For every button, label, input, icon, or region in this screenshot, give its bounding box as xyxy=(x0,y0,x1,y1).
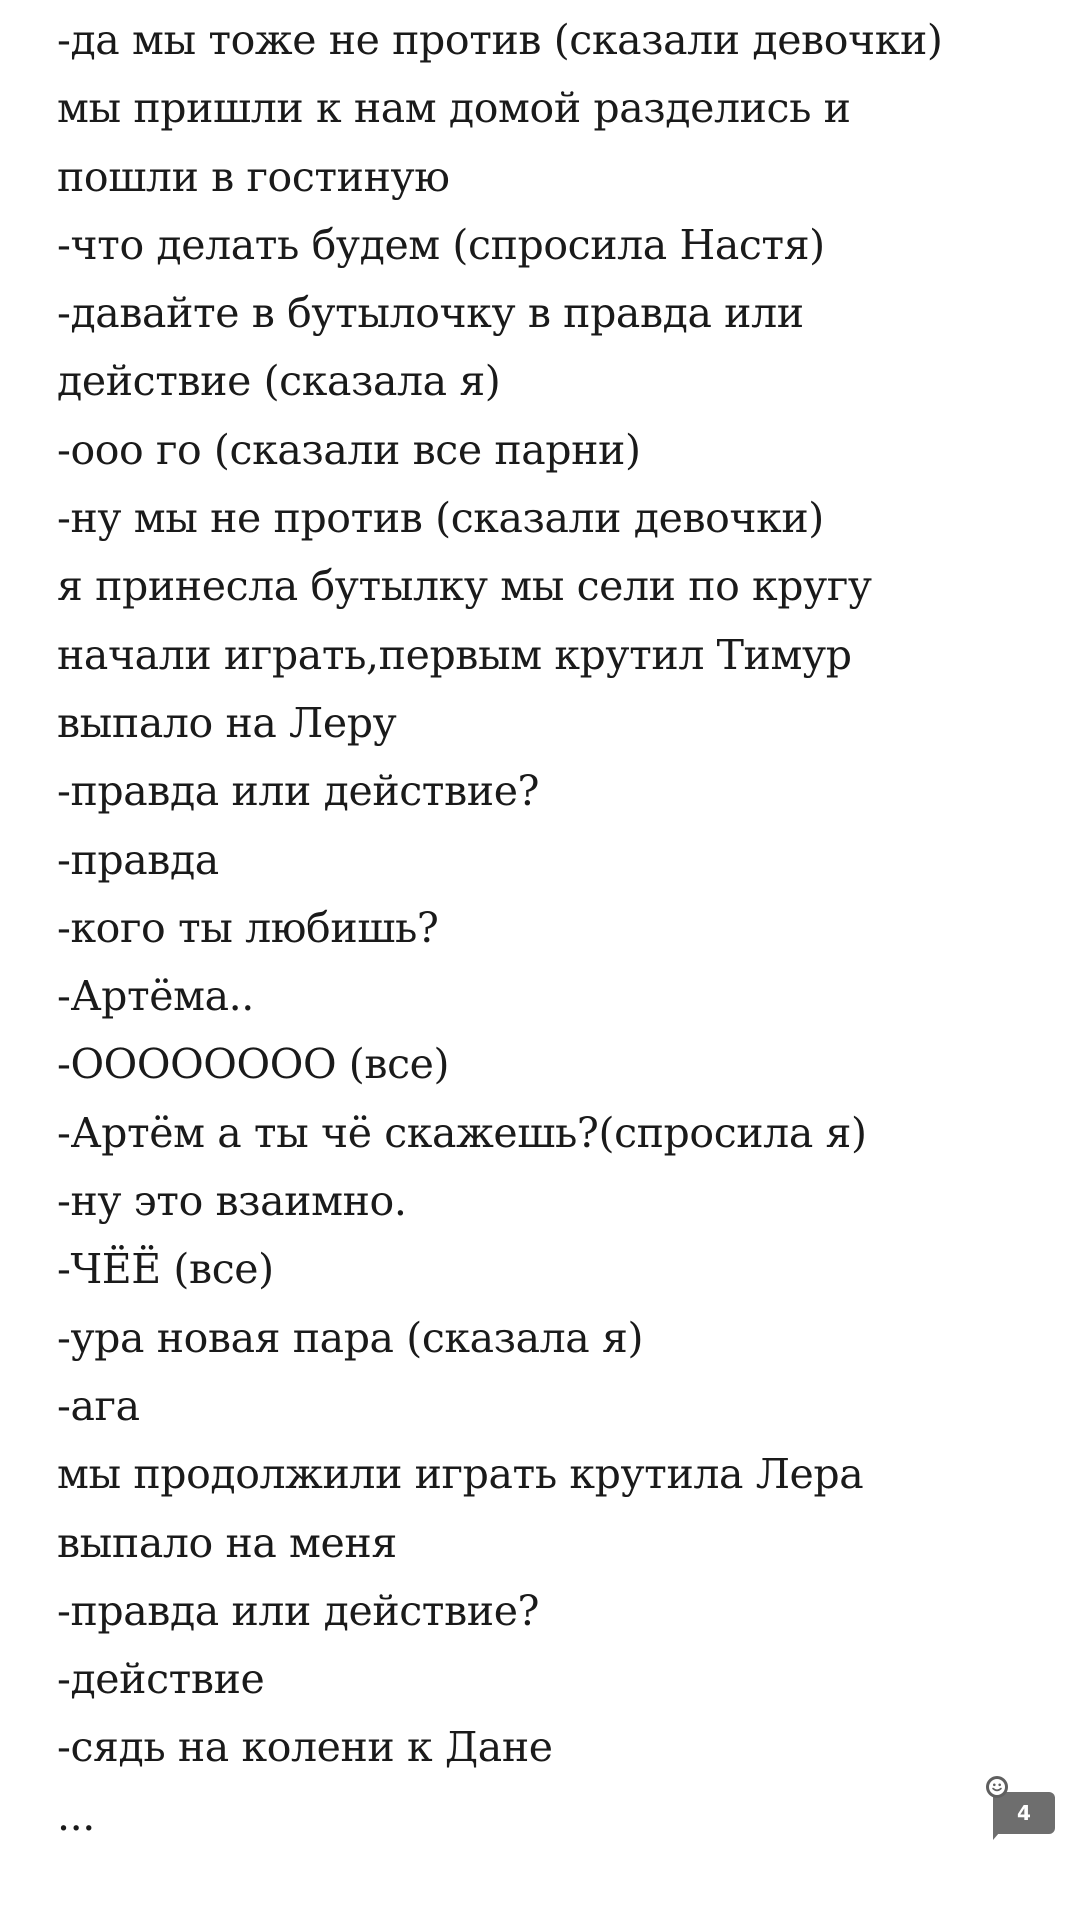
story-line: -правда или действие? xyxy=(57,767,540,816)
comment-bubble-icon[interactable] xyxy=(993,1792,1055,1834)
story-line: действие (сказала я) xyxy=(57,357,501,406)
story-line: мы пришли к нам домой разделись и xyxy=(57,84,851,133)
story-line: я принесла бутылку мы сели по кругу xyxy=(57,562,872,611)
story-line: -сядь на колени к Дане xyxy=(57,1723,553,1772)
comment-count: 4 xyxy=(1017,1801,1031,1825)
story-line: -что делать будем (спросила Настя) xyxy=(57,220,825,269)
story-line: пошли в гостиную xyxy=(57,152,450,201)
comments-button[interactable] xyxy=(986,1776,1058,1846)
smiley-icon[interactable] xyxy=(986,1776,1008,1798)
story-line: -ЧЁЁ (все) xyxy=(57,1245,274,1294)
story-line: ... xyxy=(57,1791,95,1840)
story-line: -Артёма.. xyxy=(57,972,254,1021)
story-line: -правда или действие? xyxy=(57,1586,540,1635)
story-line: -Артём а ты чё скажешь?(спросила я) xyxy=(57,1108,867,1157)
story-line: -ооо го (сказали все парни) xyxy=(57,425,641,474)
story-line: -правда xyxy=(57,835,219,884)
story-line: -кого ты любишь? xyxy=(57,903,439,952)
story-line: -да мы тоже не против (сказали девочки) xyxy=(57,16,943,64)
story-line: -ОООООООО (все) xyxy=(57,1040,450,1089)
story-line: -ну мы не против (сказали девочки) xyxy=(57,494,824,543)
story-line: мы продолжили играть крутила Лера xyxy=(57,1450,864,1499)
story-line: -ну это взаимно. xyxy=(57,1177,407,1226)
story-text xyxy=(57,6,1017,1850)
story-line: -ура новая пара (сказала я) xyxy=(57,1313,644,1362)
story-line: выпало на меня xyxy=(57,1518,397,1567)
story-line: -давайте в бутылочку в правда или xyxy=(57,289,804,338)
story-line: выпало на Леру xyxy=(57,698,397,747)
story-line: начали играть,первым крутил Тимур xyxy=(57,630,852,679)
story-line: -действие xyxy=(57,1655,265,1704)
story-line: -ага xyxy=(57,1381,140,1430)
